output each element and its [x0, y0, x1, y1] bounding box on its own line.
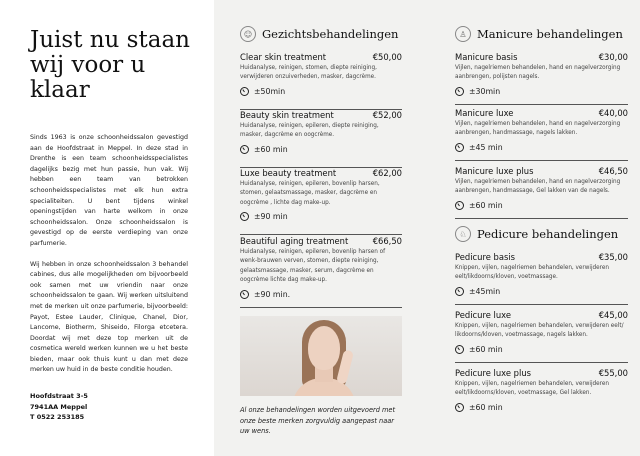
- treatment-description: Vijlen, nagelriemen behandelen, hand en nagelverzorging aanbrengen, polijsten nagels.: [455, 65, 621, 81]
- headline: Juist nu staan wij voor u klaar: [30, 27, 190, 103]
- face-section-title: Gezichtsbehandelingen: [262, 27, 399, 41]
- treatment-duration: ±30min: [469, 86, 501, 96]
- manicure-section-title: Manicure behandelingen: [477, 27, 623, 41]
- treatment-description: Vijlen, nagelriemen behandelen, hand en nagelverzorging aanbrengen, handmassage, Gel lakken van de nagels.: [455, 179, 621, 195]
- intro-paragraph: Sinds 1963 is onze schoonheidssalon gevestigd aan de Hoofdstraat in Meppel. In deze stad in Drenthe is een team schoonheidsspecialistes dagelijks bezig met hun passie, hun vak. Wij hebben een team van betrokken schoonheidsspecialistes met elk hun extra specialiteiten. U bent tijdens winkel openingstijden van harte welkom in onze schoonheidssalon. Onze schoonheidssalon is gevestigd op de eerste verdieping van onze parfumerie.: [30, 134, 188, 247]
- treatment-price: €30,00: [598, 52, 628, 62]
- treatment-duration: ±90 min: [254, 212, 288, 222]
- clock-icon: [455, 143, 464, 152]
- treatment-price: €46,50: [598, 166, 628, 176]
- treatment-name: Luxe beauty treatment: [240, 168, 337, 178]
- face-section-header: [240, 22, 402, 46]
- clock-icon: [240, 212, 249, 221]
- price-list-panel: [214, 0, 640, 456]
- treatment-price: €52,00: [372, 110, 402, 120]
- treatment-item: [455, 310, 628, 363]
- manicure-section: [455, 22, 628, 46]
- treatment-duration: ±45min: [469, 286, 501, 296]
- treatment-name: Beautiful aging treatment: [240, 236, 349, 246]
- photo-caption: Al onze behandelingen worden uitgevoerd met onze beste merken zorgvuldig aangepast naar uw wens.: [240, 406, 396, 435]
- treatment-duration: ±45 min: [469, 142, 503, 152]
- treatment-name: Manicure luxe: [455, 108, 514, 118]
- treatment-duration: ±50min: [254, 86, 286, 96]
- treatment-price: €66,50: [372, 236, 402, 246]
- clock-icon: [240, 290, 249, 299]
- brands-paragraph: Wij hebben in onze schoonheidssalon 3 behandel cabines, dus alle mogelijkheden om bijvoorbeeld ook samen met uw vriendin naar onze schoonheidssalon te gaan. Wij werken uitsluitend met de merken uit onze parfumerie, bijvoorbeeld: Payot, Estee Lauder, Clinique, Chanel, Dior, Lancome, Biotherm, Shiseido, Filorga etcetera. Doordat wij met deze top merken uit de cosmetica wereld werken kunnen we u het beste bieden, maar ook thuis kunt u dan met deze merken uw huid in de beste conditie houden.: [30, 260, 188, 374]
- face-icon: ☺: [240, 26, 256, 42]
- clock-icon: [455, 287, 464, 296]
- treatment-description: Knippen, vijlen, nagelriemen behandelen, verwijderen eelt/likdoorns/kloven, voetmassage, Gel lakken.: [455, 381, 609, 397]
- treatment-item: [455, 252, 628, 305]
- clock-icon: [455, 403, 464, 412]
- treatment-duration: ±90 min.: [254, 289, 291, 299]
- clock-icon: [240, 87, 249, 96]
- treatment-name: Pedicure basis: [455, 252, 516, 262]
- address-block: [30, 391, 88, 423]
- clock-icon: [455, 201, 464, 210]
- treatment-price: €55,00: [598, 368, 628, 378]
- treatment-price: €40,00: [598, 108, 628, 118]
- treatment-item: [455, 166, 628, 219]
- treatment-name: Clear skin treatment: [240, 52, 327, 62]
- treatment-name: Pedicure luxe plus: [455, 368, 531, 378]
- address-phone: T 0522 253185: [30, 413, 85, 421]
- foot-icon: ♘: [455, 226, 471, 242]
- treatment-item: [455, 108, 628, 161]
- pedicure-section-header: [455, 222, 628, 246]
- treatment-duration: ±60 min: [254, 144, 288, 154]
- treatment-price: €45,00: [598, 310, 628, 320]
- pedicure-section: [455, 222, 628, 246]
- treatment-description: Huidanalyse, reinigen, stomen, diepte reiniging, verwijderen onzuiverheden, masker, dagcrème.: [240, 65, 377, 81]
- clock-icon: [455, 87, 464, 96]
- treatment-description: Knippen, vijlen, nagelriemen behandelen, verwijderen eelt/ likdoorns/kloven, voetmassage, nagels lakken.: [455, 323, 624, 339]
- treatment-item: [240, 236, 402, 308]
- treatment-duration: ±60 min: [469, 200, 503, 210]
- treatment-item: [240, 52, 402, 110]
- nail-polish-icon: ♙: [455, 26, 471, 42]
- manicure-section-header: [455, 22, 628, 46]
- treatment-item: [455, 368, 628, 438]
- treatment-description: Huidanalyse, reinigen, epileren, bovenlip harsen of wenk-brauwen verven, stomen, diepte reiniging, gelaatsmassage, masker, serum, dagcrème en oogcrème lichte dag make-up.: [240, 249, 386, 284]
- treatment-description: Vijlen, nagelriemen behandelen, hand en nagelverzorging aanbrengen, handmassage, nagels lakken.: [455, 121, 621, 137]
- treatment-item: [240, 168, 402, 235]
- intro-panel: [0, 0, 214, 456]
- treatment-price: €35,00: [598, 252, 628, 262]
- clock-icon: [455, 345, 464, 354]
- treatment-item: [455, 52, 628, 105]
- treatment-name: Manicure basis: [455, 52, 518, 62]
- face-section: [240, 22, 402, 46]
- treatment-name: Pedicure luxe: [455, 310, 512, 320]
- treatment-price: €50,00: [372, 52, 402, 62]
- treatment-item: [240, 110, 402, 168]
- treatment-name: Manicure luxe plus: [455, 166, 534, 176]
- address-street: Hoofdstraat 3-5: [30, 392, 88, 400]
- treatment-price: €62,00: [372, 168, 402, 178]
- treatment-name: Beauty skin treatment: [240, 110, 334, 120]
- treatment-duration: ±60 min: [469, 344, 503, 354]
- pedicure-section-title: Pedicure behandelingen: [477, 227, 619, 241]
- treatment-description: Knippen, vijlen, nagelriemen behandelen, verwijderen eelt/likdoorns/kloven, voetmassage.: [455, 265, 609, 281]
- address-city: 7941AA Meppel: [30, 402, 88, 411]
- clock-icon: [240, 145, 249, 154]
- treatment-description: Huidanalyse, reinigen, epileren, bovenlip harsen, stomen, gelaatsmassage, masker, dagcrème en oogcrème , lichte dag make-up.: [240, 181, 380, 206]
- treatment-description: Huidanalyse, reinigen, epileren, diepte reiniging, masker, dagcrème en oogcrème.: [240, 123, 379, 139]
- treatment-duration: ±60 min: [469, 402, 503, 412]
- model-photo: [240, 316, 402, 396]
